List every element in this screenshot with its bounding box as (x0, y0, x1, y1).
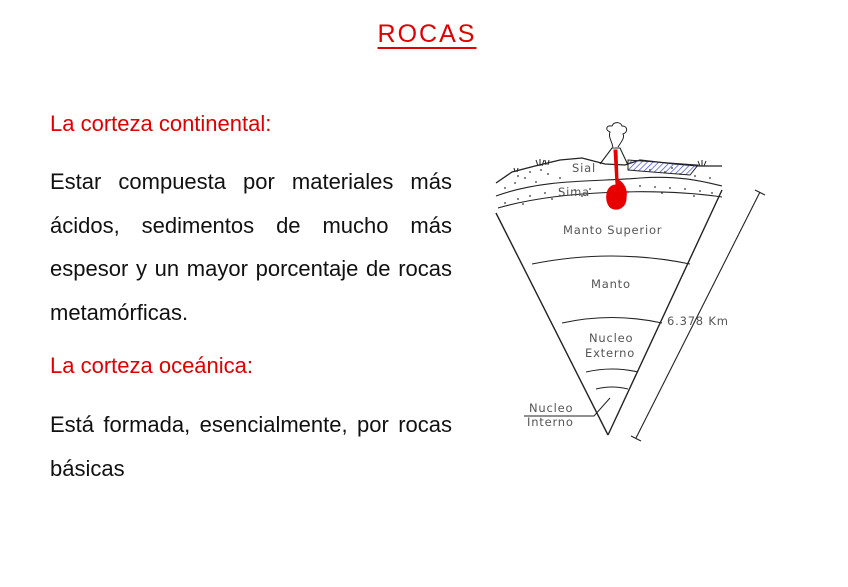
earth-layers-diagram (480, 120, 780, 460)
inner-core-arc (596, 387, 628, 389)
inner-core-label-2: Interno (527, 415, 574, 429)
mantle-boundary (532, 256, 690, 264)
radius-label: 6.378 Km (667, 314, 729, 328)
mantle-label: Manto (591, 277, 631, 291)
outer-core-label-2: Externo (585, 346, 636, 360)
continental-crust-text: Estar compuesta por materiales más ácidos, sedimentos de mucho más espesor y un mayor porcentaje de rocas metamórficas. (50, 169, 452, 325)
page-title: ROCAS (377, 20, 477, 48)
oceanic-crust-text: Está formada, esencialmente, por rocas básicas (50, 412, 452, 481)
sima-label: Sima (558, 185, 590, 199)
ocean-layer (628, 160, 698, 175)
oceanic-crust-heading: La corteza oceánica: (50, 353, 254, 378)
outer-core-label-1: Nucleo (589, 331, 634, 345)
upper-mantle-label: Manto Superior (563, 223, 663, 237)
radius-tick-bottom (631, 436, 641, 441)
radius-tick-top (755, 190, 765, 195)
continental-crust-heading: La corteza continental: (50, 111, 272, 136)
sial-label: Sial (572, 161, 596, 175)
outer-core-boundary (562, 318, 662, 324)
smoke-plume (607, 123, 627, 148)
inner-core-label-1: Nucleo (529, 401, 574, 415)
inner-core-boundary (586, 369, 638, 372)
